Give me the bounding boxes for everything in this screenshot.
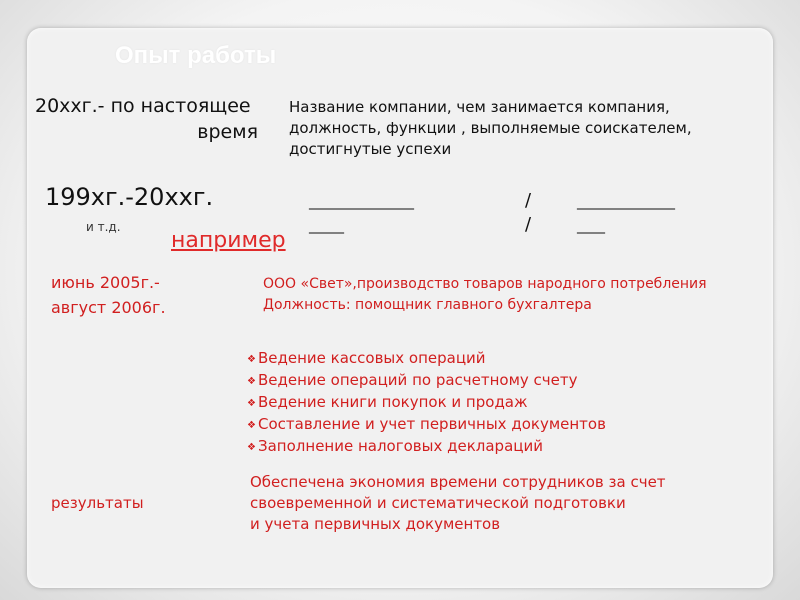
- slide-title: Опыт работы: [115, 42, 277, 69]
- diamond-bullet-icon: ❖: [247, 442, 254, 453]
- diamond-bullet-icon: ❖: [247, 398, 254, 409]
- duty-item: ❖ Составление и учет первичных документов: [247, 414, 606, 436]
- slash-separator: / /: [525, 190, 532, 235]
- period-line2: время: [197, 121, 258, 143]
- duties-list: [247, 348, 606, 458]
- duty-item: ❖ Ведение операций по расчетному счету: [247, 370, 606, 392]
- period-label: [35, 93, 273, 145]
- position-line: Должность: помощник главного бухгалтера: [263, 297, 592, 313]
- blank-line-left: _______________ _____: [309, 194, 414, 234]
- example-label: например: [171, 228, 286, 253]
- diamond-bullet-icon: ❖: [247, 354, 254, 365]
- duty-item: ❖ Заполнение налоговых деклараций: [247, 436, 606, 458]
- results-text: Обеспечена экономия времени сотрудников за счет своевременной и систематической подготовки и учета первичных документов: [250, 473, 666, 533]
- years-etc: и т.д.: [86, 220, 121, 234]
- results-label: результаты: [51, 494, 144, 512]
- years-range: 199хг.-20ххг.: [45, 183, 214, 211]
- diamond-bullet-icon: ❖: [247, 420, 254, 431]
- company-info: [263, 274, 743, 316]
- company-description: Название компании, чем занимается компания, должность, функции , выполняемые соискателем, достигнутые успехи: [289, 98, 692, 158]
- job-date-range: июнь 2005г.- август 2006г.: [51, 273, 166, 317]
- blank-line-right: ______________ ____: [577, 194, 675, 234]
- duty-item: ❖ Ведение кассовых операций: [247, 348, 606, 370]
- duty-item: ❖ Ведение книги покупок и продаж: [247, 392, 606, 414]
- period-line1: 20ххг.- по настоящее: [35, 95, 251, 117]
- diamond-bullet-icon: ❖: [247, 376, 254, 387]
- company-name-line: ООО «Свет»,производство товаров народного потребления: [263, 276, 707, 292]
